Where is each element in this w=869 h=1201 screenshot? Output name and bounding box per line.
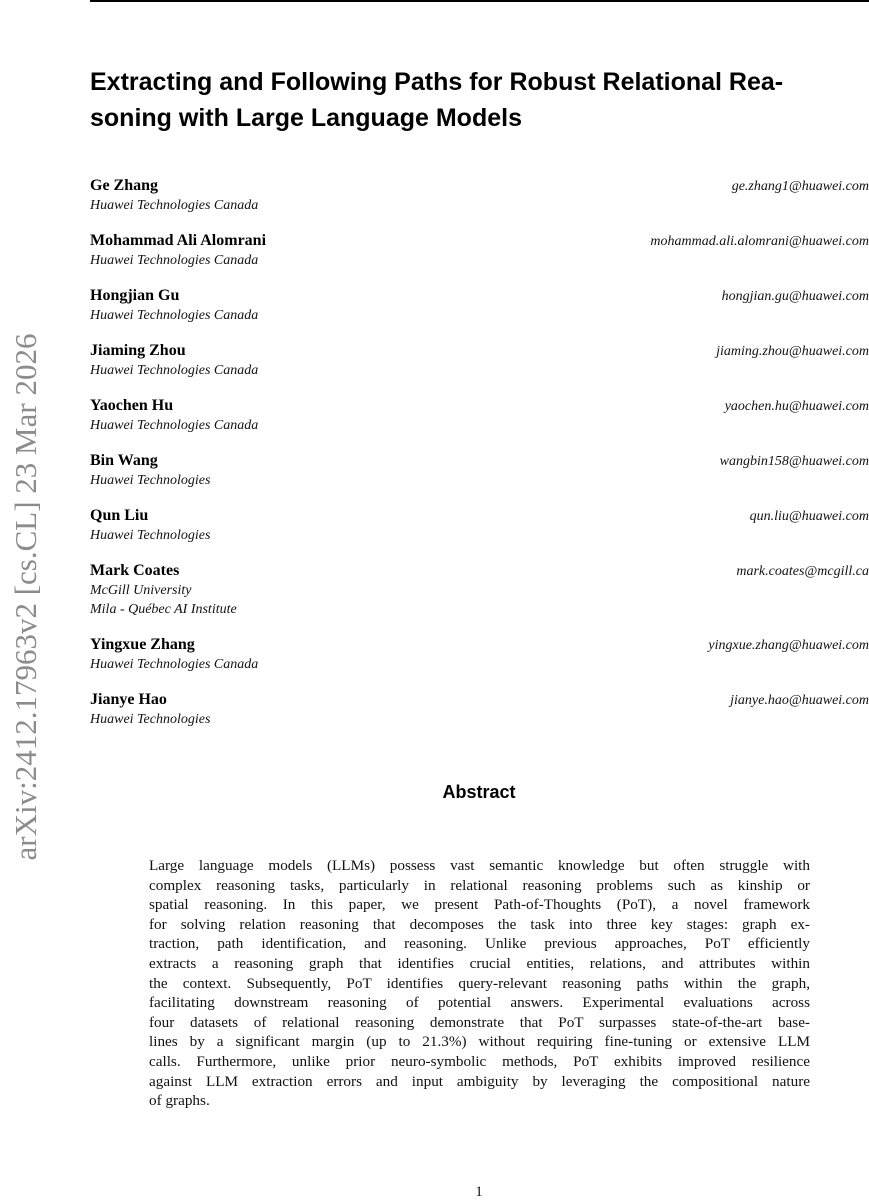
- author-name: Yingxue Zhang: [90, 636, 195, 653]
- abstract-line: four datasets of relational reasoning demonstrate that PoT surpasses state-of-the-art base-: [149, 1013, 810, 1031]
- page-number: 1: [475, 1184, 483, 1200]
- author-row: [90, 451, 869, 471]
- abstract-line: lines by a significant margin (up to 21.3%) without requiring fine-tuning or extensive LLM: [149, 1033, 810, 1051]
- abstract-line: extracts a reasoning graph that identifies crucial entities, relations, and attributes within: [149, 954, 810, 972]
- author-email[interactable]: mohammad.ali.alomrani@huawei.com: [650, 234, 869, 249]
- author-affiliation: Huawei Technologies Canada: [90, 198, 259, 213]
- author-block: [90, 231, 869, 270]
- abstract-line: the context. Subsequently, PoT identifies query-relevant reasoning paths within the graph,: [149, 974, 810, 992]
- author-affiliation: Huawei Technologies Canada: [90, 308, 259, 323]
- arxiv-identifier: arXiv:2412.17963v2 [cs.CL] 23 Mar 2026: [8, 333, 43, 861]
- author-email[interactable]: jiaming.zhou@huawei.com: [716, 344, 869, 359]
- abstract-line: against LLM extraction errors and input ambiguity by leveraging the compositional nature: [149, 1072, 810, 1090]
- title-line: soning with Large Language Models: [90, 104, 522, 132]
- author-row: [90, 286, 869, 306]
- author-affiliation: Huawei Technologies Canada: [90, 418, 259, 433]
- author-name: Yaochen Hu: [90, 397, 174, 414]
- author-row: [90, 396, 869, 416]
- author-affiliation: Huawei Technologies: [90, 712, 211, 727]
- author-name: Hongjian Gu: [90, 287, 180, 304]
- abstract-line: facilitating downstream reasoning of potential answers. Experimental evaluations across: [149, 994, 810, 1012]
- author-block: [90, 451, 869, 490]
- abstract-line: of graphs.: [149, 1092, 210, 1110]
- author-block: [90, 396, 869, 435]
- author-block: [90, 690, 869, 729]
- author-block: [90, 635, 869, 674]
- abstract-line: spatial reasoning. In this paper, we present Path-of-Thoughts (PoT), a novel framework: [149, 896, 810, 914]
- author-email[interactable]: ge.zhang1@huawei.com: [731, 179, 869, 194]
- abstract-body: [149, 856, 810, 1111]
- author-email[interactable]: wangbin158@huawei.com: [719, 454, 869, 469]
- author-name: Mohammad Ali Alomrani: [90, 232, 267, 249]
- abstract-heading: Abstract: [442, 782, 516, 802]
- author-email[interactable]: jianye.hao@huawei.com: [730, 693, 869, 708]
- author-row: [90, 341, 869, 361]
- author-affiliation: Huawei Technologies Canada: [90, 657, 259, 672]
- author-block: [90, 341, 869, 380]
- author-name: Jianye Hao: [90, 691, 167, 708]
- author-affiliation: Huawei Technologies: [90, 528, 211, 543]
- author-affiliation: Huawei Technologies Canada: [90, 363, 259, 378]
- author-list: [90, 176, 869, 745]
- abstract-line: complex reasoning tasks, particularly in relational reasoning problems such as kinship or: [149, 876, 810, 894]
- author-block: [90, 286, 869, 325]
- author-email[interactable]: mark.coates@mcgill.ca: [736, 564, 869, 579]
- author-affiliation: McGill University: [90, 583, 192, 598]
- author-email[interactable]: yaochen.hu@huawei.com: [724, 399, 869, 414]
- author-email[interactable]: qun.liu@huawei.com: [749, 509, 869, 524]
- author-row: [90, 635, 869, 655]
- author-block: [90, 176, 869, 215]
- author-row: [90, 690, 869, 710]
- abstract-line: calls. Furthermore, unlike prior neuro-symbolic methods, PoT exhibits improved resilience: [149, 1052, 810, 1070]
- author-name: Qun Liu: [90, 507, 149, 524]
- author-row: [90, 561, 869, 581]
- author-row: [90, 231, 869, 251]
- author-email[interactable]: hongjian.gu@huawei.com: [721, 289, 869, 304]
- author-name: Mark Coates: [90, 562, 180, 579]
- author-row: [90, 176, 869, 196]
- author-name: Jiaming Zhou: [90, 342, 186, 359]
- author-block: [90, 506, 869, 545]
- top-rule: [90, 0, 869, 2]
- title-line: Extracting and Following Paths for Robust Relational Rea-: [90, 68, 784, 96]
- author-email[interactable]: yingxue.zhang@huawei.com: [708, 638, 869, 653]
- abstract-line: Large language models (LLMs) possess vast semantic knowledge but often struggle with: [149, 857, 810, 874]
- abstract-line: traction, path identification, and reasoning. Unlike previous approaches, PoT efficiently: [149, 935, 810, 953]
- author-block: [90, 561, 869, 619]
- author-row: [90, 506, 869, 526]
- author-affiliation: Huawei Technologies: [90, 473, 211, 488]
- paper-title: [90, 64, 860, 136]
- author-name: Ge Zhang: [90, 177, 159, 194]
- author-affiliation: Mila - Québec AI Institute: [90, 602, 237, 617]
- author-affiliation: Huawei Technologies Canada: [90, 253, 259, 268]
- abstract-line: for solving relation reasoning that decomposes the task into three key stages: graph ex-: [149, 915, 810, 933]
- author-name: Bin Wang: [90, 452, 158, 469]
